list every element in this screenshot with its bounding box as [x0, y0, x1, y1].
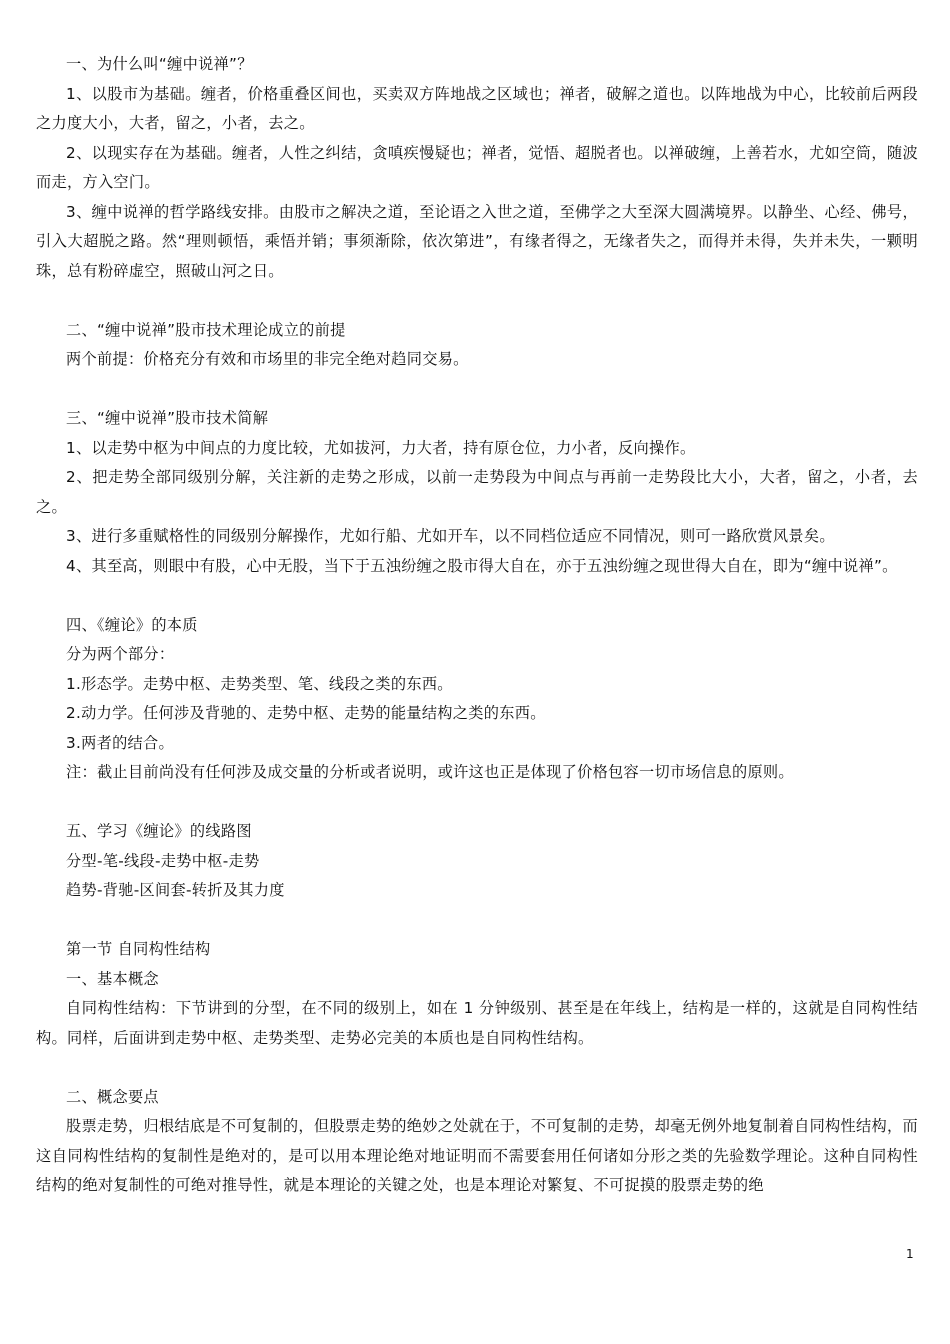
list-item: 分为两个部分：: [66, 645, 175, 663]
spacer: [36, 375, 918, 405]
paragraph: 3、进行多重赋格性的同级别分解操作，尤如行船、尤如开车，以不同档位适应不同情况，则可一路欣赏风景矣。: [66, 527, 835, 545]
spacer: [36, 788, 918, 818]
section-heading: 二、概念要点: [66, 1087, 159, 1106]
paragraph: 2、把走势全部同级别分解，关注新的走势之形成，以前一走势段为中间点与再前一走势段比大小，大者，留之，小者，去之。: [36, 468, 918, 516]
document-body: [36, 50, 918, 1201]
paragraph: 3、缠中说禅的哲学路线安排。由股市之解决之道，至论语之入世之道，至佛学之大至深大圆满境界。以静坐、心经、佛号，引入大超脱之路。然“理则顿悟，乘悟并销；事须渐除，依次第进”，有缘者得之，无缘者失之，而得并未得，失并未失，一颗明珠，总有粉碎虚空，照破山河之日。: [36, 202, 918, 280]
section-heading: 一、基本概念: [66, 969, 159, 988]
paragraph: 自同构性结构：下节讲到的分型，在不同的级别上，如在 1 分钟级别、甚至是在年线上，结构是一样的，这就是自同构性结构。同样，后面讲到走势中枢、走势类型、走势必完美的本质也是自同构性结构。: [36, 999, 918, 1047]
chapter-heading: 第一节 自同构性结构: [66, 940, 211, 958]
paragraph: 1、以股市为基础。缠者，价格重叠区间也，买卖双方阵地战之区域也；禅者，破解之道也。以阵地战为中心，比较前后两段之力度大小，大者，留之，小者，去之。: [36, 84, 918, 132]
list-item: 3.两者的结合。: [66, 733, 175, 752]
list-item: 2.动力学。任何涉及背驰的、走势中枢、走势的能量结构之类的东西。: [66, 704, 546, 722]
paragraph: 股票走势，归根结底是不可复制的，但股票走势的绝妙之处就在于，不可复制的走势，却毫无例外地复制着自同构性结构，而这自同构性结构的复制性是绝对的，是可以用本理论绝对地证明而不需要套用任何诸如分形之类的先验数学理论。这种自同构性结构的绝对复制性的可绝对推导性，就是本理论的关键之处，也是本理论对繁复、不可捉摸的股票走势的绝: [36, 1117, 918, 1194]
note: 注：截止目前尚没有任何涉及成交量的分析或者说明，或许这也正是体现了价格包容一切市场信息的原则。: [66, 763, 794, 781]
paragraph: 4、其至高，则眼中有股，心中无股，当下于五浊纷缠之股市得大自在，亦于五浊纷缠之现世得大自在，即为“缠中说禅”。: [66, 556, 898, 575]
paragraph: 两个前提：价格充分有效和市场里的非完全绝对趋同交易。: [66, 350, 469, 368]
spacer: [36, 286, 918, 316]
spacer: [36, 906, 918, 936]
list-item: 分型-笔-线段-走势中枢-走势: [66, 851, 260, 870]
section-heading: 二、“缠中说禅”股市技术理论成立的前提: [66, 320, 346, 339]
spacer: [36, 581, 918, 611]
list-item: 1.形态学。走势中枢、走势类型、笔、线段之类的东西。: [66, 674, 453, 693]
list-item: 趋势-背驰-区间套-转折及其力度: [66, 881, 285, 899]
spacer: [36, 1053, 918, 1083]
page-number: 1: [906, 1247, 914, 1261]
section-heading: 三、“缠中说禅”股市技术简解: [66, 409, 269, 427]
section-heading: 五、学习《缠论》的线路图: [66, 822, 252, 840]
paragraph: 2、以现实存在为基础。缠者，人性之纠结，贪嗔疾慢疑也；禅者，觉悟、超脱者也。以禅破缠，上善若水，尤如空筒，随波而走，方入空门。: [36, 143, 918, 191]
section-heading: 四、《缠论》的本质: [66, 615, 198, 634]
paragraph: 1、以走势中枢为中间点的力度比较，尤如拔河，力大者，持有原仓位，力小者，反向操作。: [66, 438, 696, 457]
section-heading: 一、为什么叫“缠中说禅”？: [66, 55, 253, 73]
